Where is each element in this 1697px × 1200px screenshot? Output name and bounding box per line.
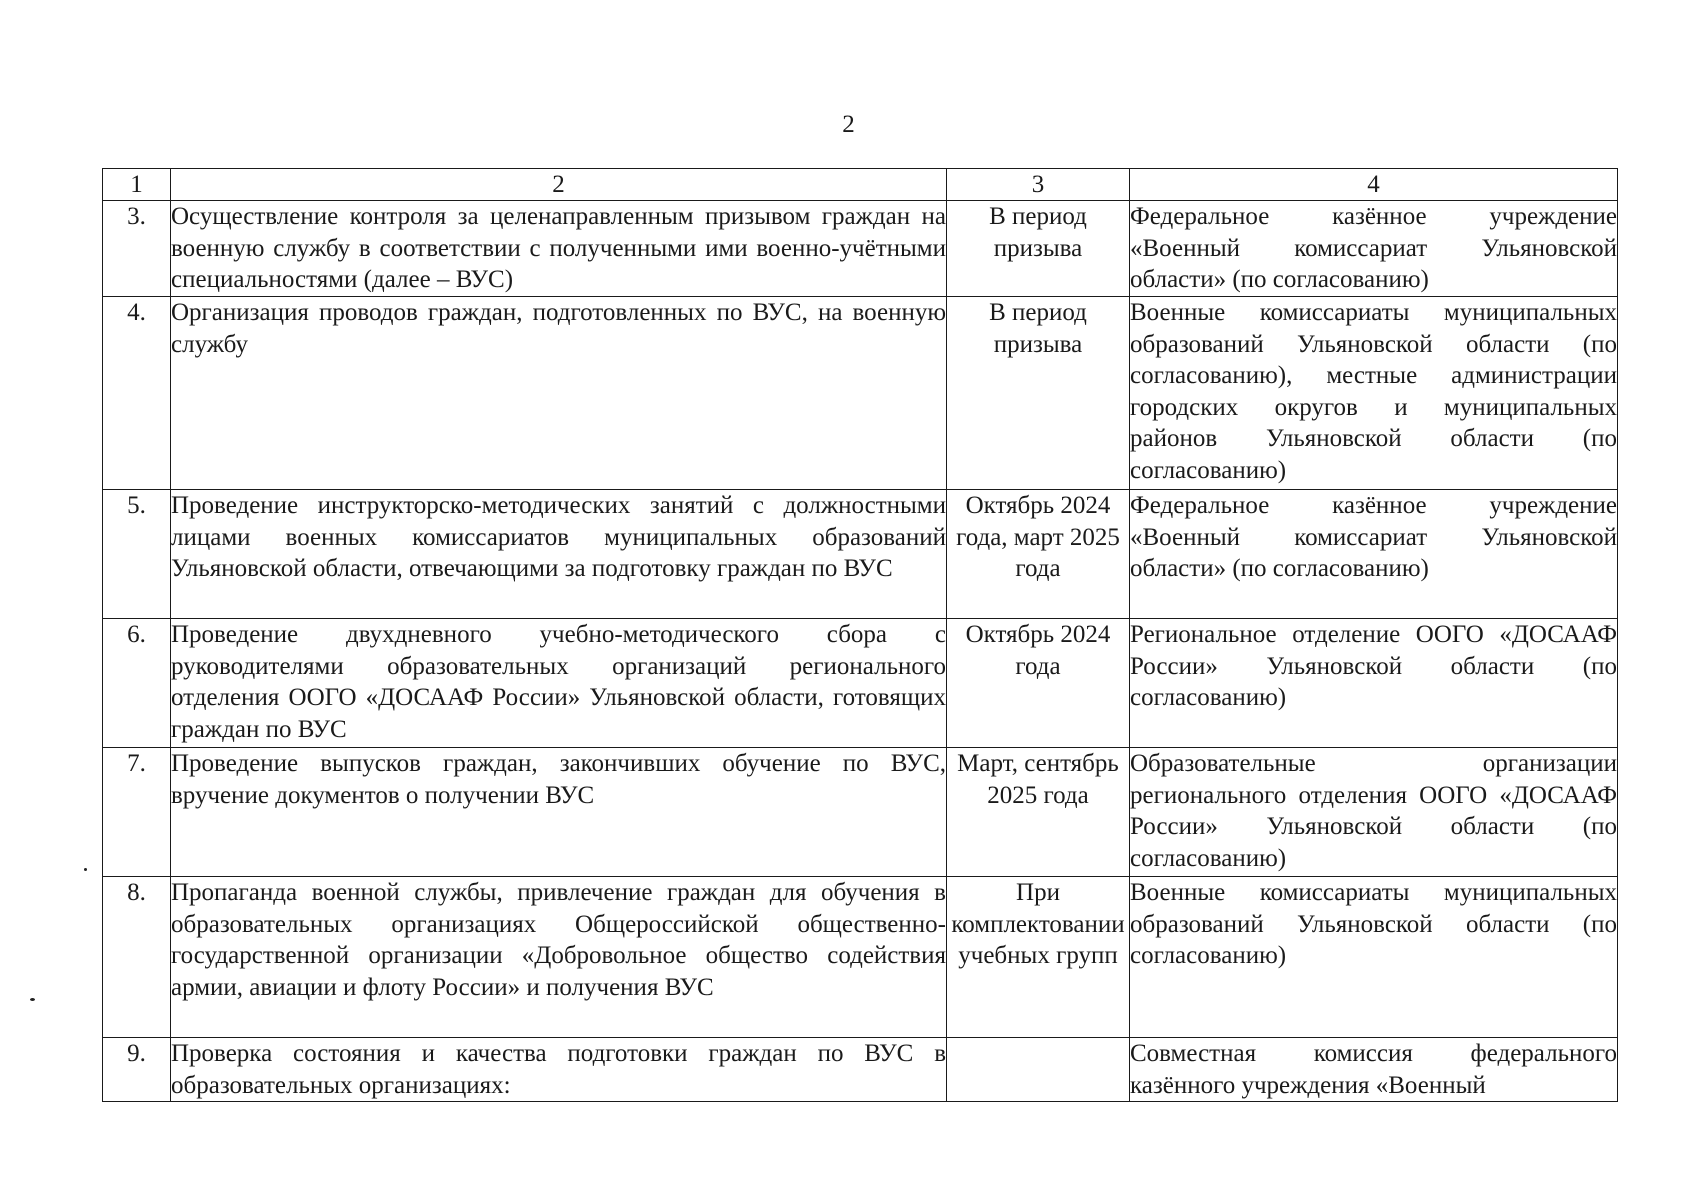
row-number: 8.	[103, 877, 171, 1038]
page-number: 2	[842, 111, 855, 138]
row-executor: Федеральное казённое учреждение «Военный комиссариат Ульяновской области» (по согласованию)	[1130, 201, 1618, 297]
row-task: Осуществление контроля за целенаправленным призывом граждан на военную службу в соответствии с полученными ими военно-учётными специальностями (далее – ВУС)	[171, 201, 947, 297]
row-period: Октябрь 2024 года	[947, 619, 1130, 748]
plan-table	[102, 168, 1618, 1102]
table-row	[103, 877, 1618, 1038]
row-period: В период призыва	[947, 297, 1130, 490]
row-executor: Федеральное казённое учреждение «Военный комиссариат Ульяновской области» (по согласованию)	[1130, 490, 1618, 619]
table-row	[103, 201, 1618, 297]
table-row	[103, 1038, 1618, 1102]
row-number: 3.	[103, 201, 171, 297]
row-number: 7.	[103, 748, 171, 877]
column-header-task: 2	[171, 169, 947, 201]
row-period	[947, 1038, 1130, 1102]
table-row	[103, 490, 1618, 619]
row-executor: Совместная комиссия федерального казённого учреждения «Военный	[1130, 1038, 1618, 1102]
table-header	[103, 169, 1618, 201]
row-task: Пропаганда военной службы, привлечение граждан для обучения в образовательных организациях Общероссийской общественно-государственной организации «Добровольное общество содействия армии, авиации и флоту России» и получения ВУС	[171, 877, 947, 1038]
row-executor: Военные комиссариаты муниципальных образований Ульяновской области (по согласованию), местные администрации городских округов и муниципальных районов Ульяновской области (по согласованию)	[1130, 297, 1618, 490]
row-period: Март, сентябрь 2025 года	[947, 748, 1130, 877]
scan-speck	[84, 868, 87, 871]
column-header-period: 3	[947, 169, 1130, 201]
row-period: Октябрь 2024 года, март 2025 года	[947, 490, 1130, 619]
row-number: 4.	[103, 297, 171, 490]
scan-speck	[30, 998, 35, 1001]
table-row	[103, 297, 1618, 490]
row-task: Проведение выпусков граждан, закончивших обучение по ВУС, вручение документов о получении ВУС	[171, 748, 947, 877]
row-task: Проведение инструкторско-методических занятий с должностными лицами военных комиссариатов муниципальных образований Ульяновской области, отвечающими за подготовку граждан по ВУС	[171, 490, 947, 619]
row-task: Организация проводов граждан, подготовленных по ВУС, на военную службу	[171, 297, 947, 490]
row-period: При комплектовании учебных групп	[947, 877, 1130, 1038]
row-number: 9.	[103, 1038, 171, 1102]
row-period: В период призыва	[947, 201, 1130, 297]
row-task: Проверка состояния и качества подготовки граждан по ВУС в образовательных организациях:	[171, 1038, 947, 1102]
row-executor: Военные комиссариаты муниципальных образований Ульяновской области (по согласованию)	[1130, 877, 1618, 1038]
row-task: Проведение двухдневного учебно-методического сбора с руководителями образовательных организаций регионального отделения ООГО «ДОСААФ России» Ульяновской области, готовящих граждан по ВУС	[171, 619, 947, 748]
column-header-executor: 4	[1130, 169, 1618, 201]
row-executor: Региональное отделение ООГО «ДОСААФ России» Ульяновской области (по согласованию)	[1130, 619, 1618, 748]
row-executor: Образовательные организации регионального отделения ООГО «ДОСААФ России» Ульяновской области (по согласованию)	[1130, 748, 1618, 877]
row-number: 6.	[103, 619, 171, 748]
row-number: 5.	[103, 490, 171, 619]
table-row	[103, 619, 1618, 748]
table-row	[103, 748, 1618, 877]
column-header-number: 1	[103, 169, 171, 201]
